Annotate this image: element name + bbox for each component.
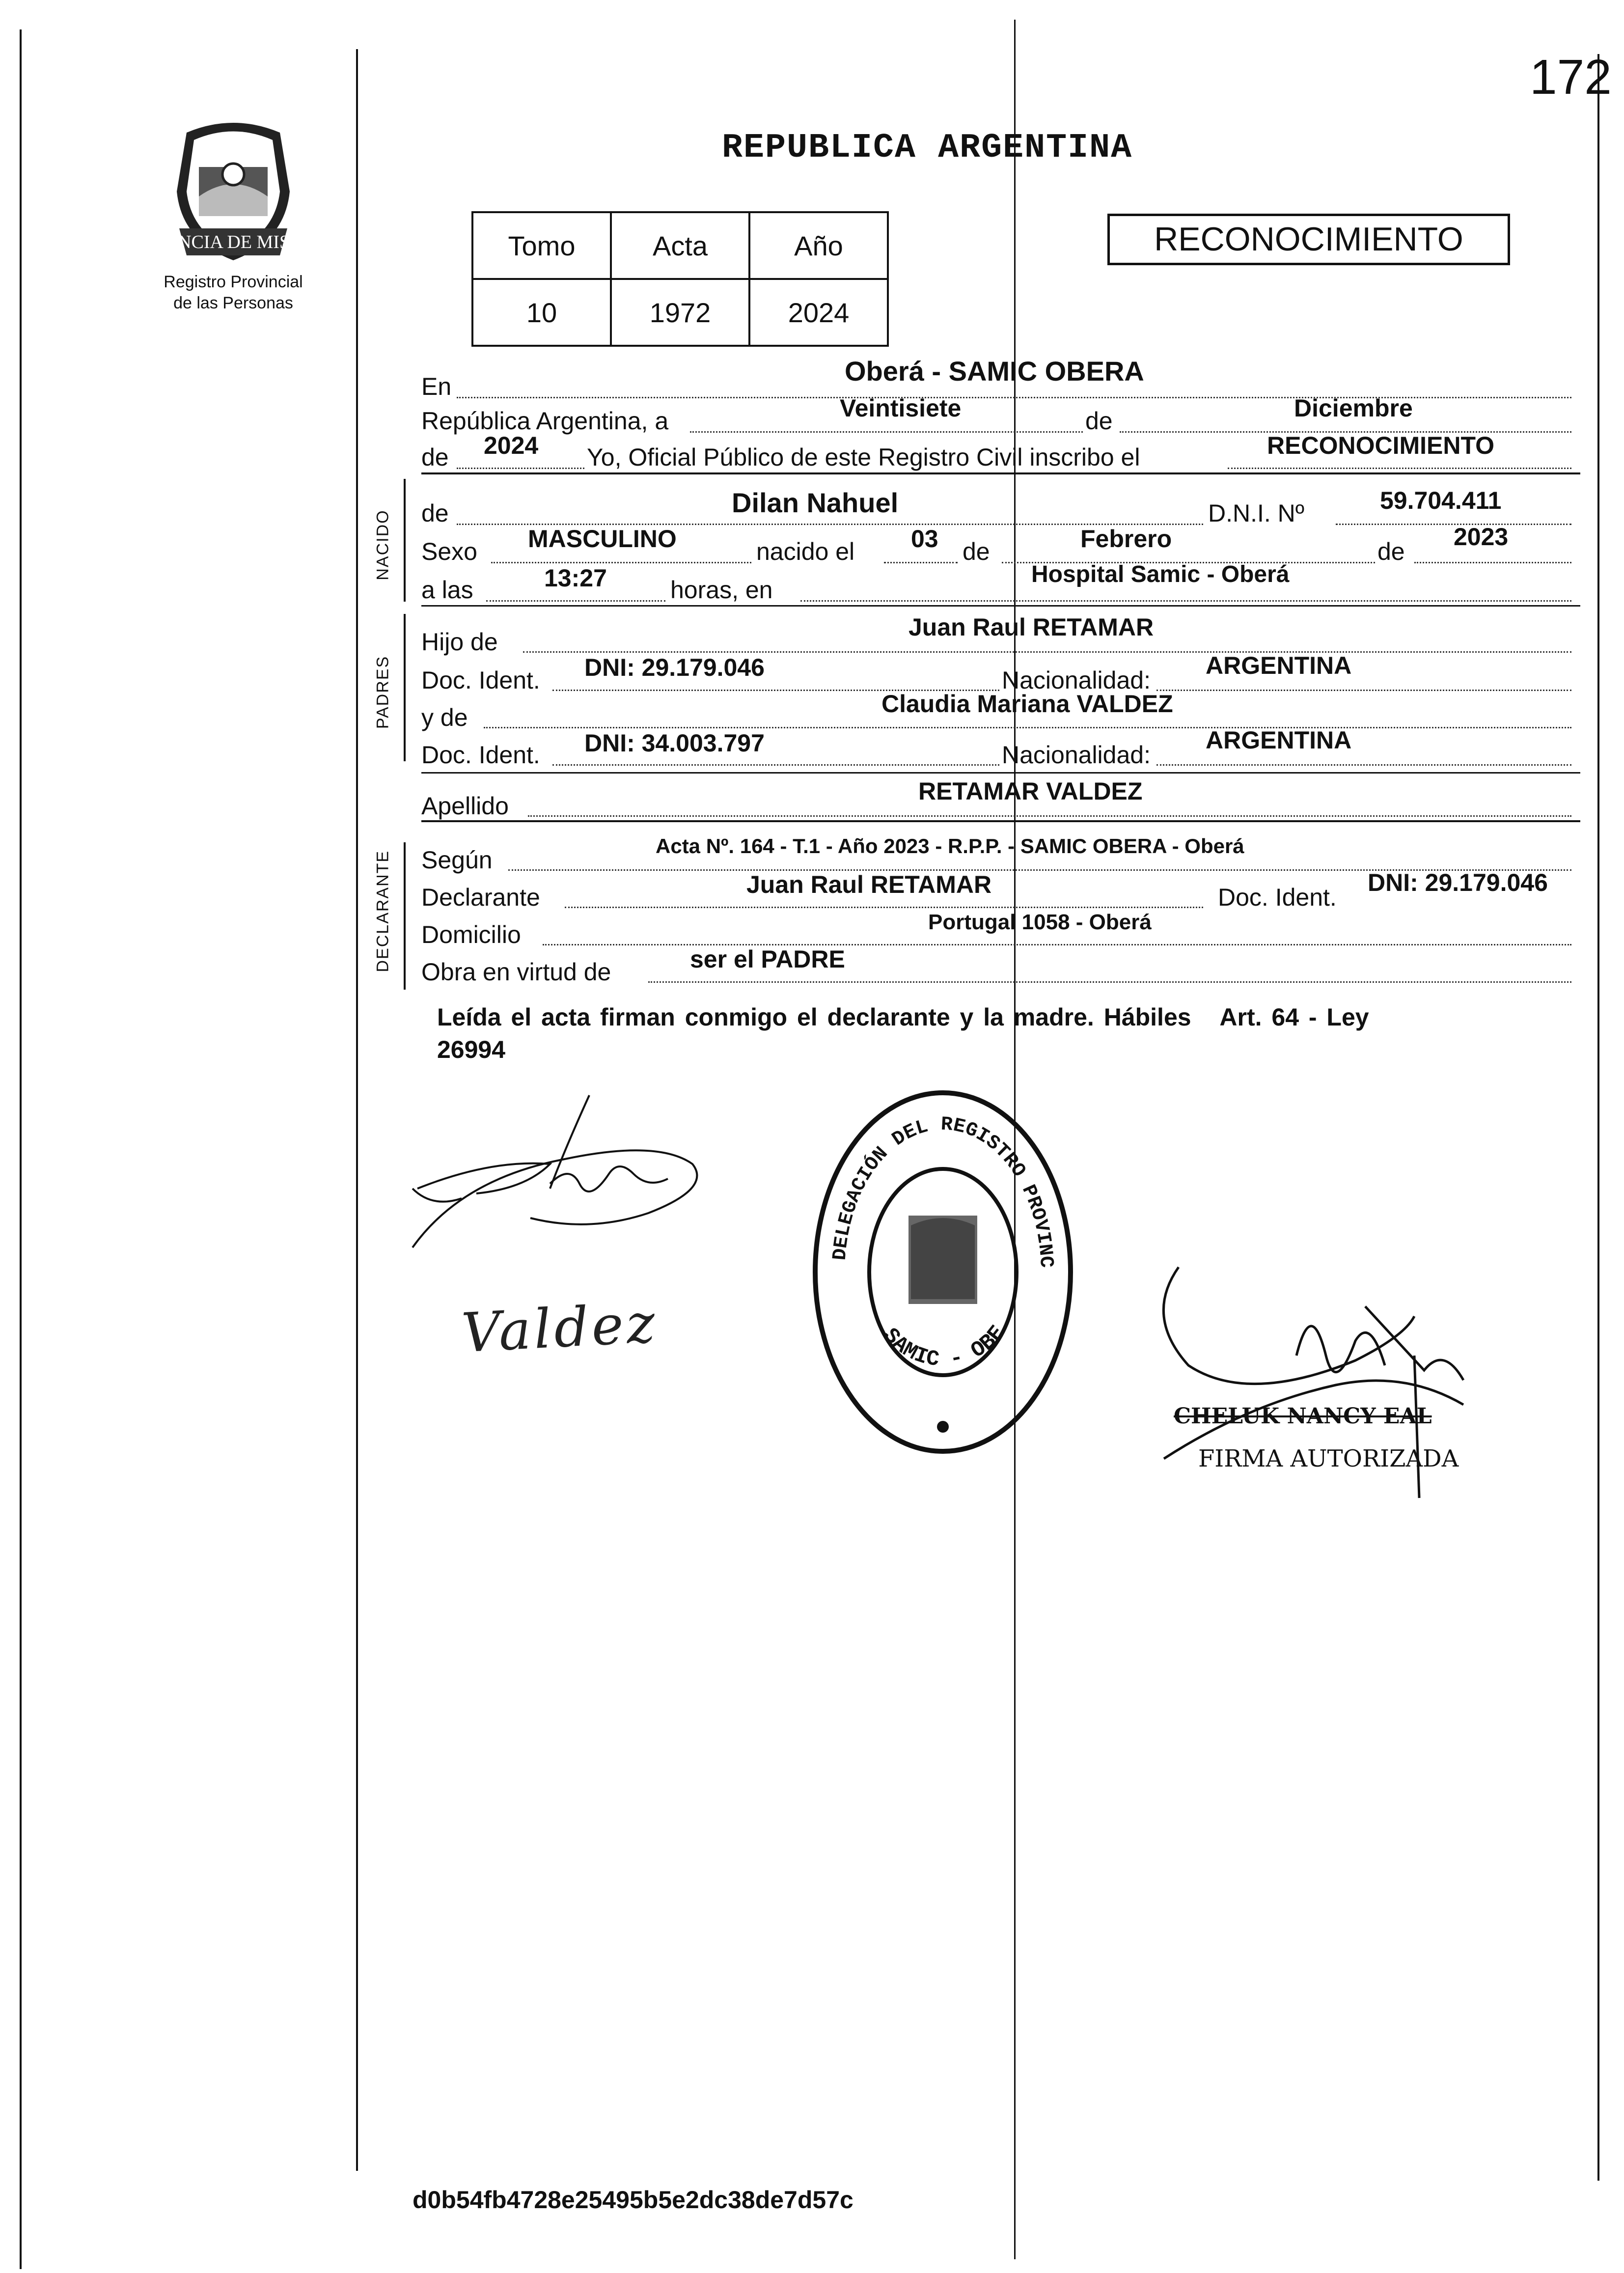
dotted-line xyxy=(1414,562,1571,563)
dotted-line xyxy=(1156,690,1571,691)
nacido-bracket xyxy=(404,479,406,602)
segun-value: Acta Nº. 164 - T.1 - Año 2023 - R.P.P. - SAMIC OBERA - Oberá xyxy=(656,834,1244,858)
svg-text:SAMIC - OBERA: SAMIC - OBE xyxy=(878,1321,1011,1373)
apellido-value: RETAMAR VALDEZ xyxy=(918,777,1143,805)
mother-signature: Valdez xyxy=(460,1291,660,1365)
apellido-label: Apellido xyxy=(421,792,509,820)
nacido-section-label: NACIDO xyxy=(373,509,392,581)
declarante-doc: DNI: 29.179.046 xyxy=(1368,869,1548,896)
father-nationality: ARGENTINA xyxy=(1206,652,1352,679)
domicilio-value: Portugal 1058 - Oberá xyxy=(928,910,1152,934)
official-name: CHELUK NANCY EAL xyxy=(1174,1404,1432,1429)
republica-label: República Argentina, a xyxy=(421,407,669,435)
registry-name-line1: Registro Provincial xyxy=(164,273,303,291)
mother-doc-label: Doc. Ident. xyxy=(421,741,540,769)
table-header-row xyxy=(472,212,888,279)
nacido-de3-label: de xyxy=(1377,538,1405,565)
birth-time: 13:27 xyxy=(544,564,607,592)
domicilio-label: Domicilio xyxy=(421,921,521,948)
dotted-line xyxy=(528,815,1571,817)
mother-nationality: ARGENTINA xyxy=(1206,726,1352,754)
birth-day: 03 xyxy=(911,525,938,553)
birth-month: Febrero xyxy=(1080,525,1172,553)
registry-name-line2: de las Personas xyxy=(173,294,293,312)
intro-month: Diciembre xyxy=(1294,394,1413,422)
dotted-line xyxy=(491,562,751,563)
birth-year: 2023 xyxy=(1454,523,1509,551)
province-emblem xyxy=(122,113,345,265)
father-nat-label: Nacionalidad: xyxy=(1002,666,1151,694)
section-divider xyxy=(421,472,1580,474)
dotted-line xyxy=(565,907,1203,908)
child-sex: MASCULINO xyxy=(528,525,677,553)
intro-place: Oberá - SAMIC OBERA xyxy=(845,356,1144,387)
obra-label: Obra en virtud de xyxy=(421,958,611,986)
padres-bracket xyxy=(404,614,406,761)
table-value-row xyxy=(472,279,888,346)
child-name: Dilan Nahuel xyxy=(732,487,899,518)
document-hash: d0b54fb4728e25495b5e2dc38de7d57c xyxy=(413,2186,853,2214)
country-title: REPUBLICA ARGENTINA xyxy=(722,129,1133,167)
dotted-line xyxy=(484,727,1571,728)
section-divider xyxy=(421,605,1580,607)
dotted-line xyxy=(1228,468,1571,469)
declarante-doc-label: Doc. Ident. xyxy=(1218,884,1337,911)
closing-line2: 26994 xyxy=(437,1036,506,1063)
padres-section-label: PADRES xyxy=(373,655,392,729)
intro-act-name: RECONOCIMIENTO xyxy=(1267,432,1494,459)
mother-nat-label: Nacionalidad: xyxy=(1002,741,1151,769)
intro-de-label: de xyxy=(1085,407,1113,435)
right-margin-line xyxy=(1597,54,1599,2181)
dotted-line xyxy=(457,468,584,469)
declarant-signature xyxy=(403,1090,707,1252)
declarante-section-label: DECLARANTE xyxy=(373,850,392,972)
intro-day: Veintisiete xyxy=(840,394,962,422)
nacido-de2-label: de xyxy=(963,538,990,565)
segun-label: Según xyxy=(421,846,493,874)
section-divider xyxy=(421,820,1580,822)
svg-text:PROVINCIA DE MISIONES: PROVINCIA DE MISIONES xyxy=(122,232,345,252)
table-value-tomo: 10 xyxy=(472,279,611,346)
table-header-tomo: Tomo xyxy=(472,212,611,279)
dotted-line xyxy=(800,600,1571,602)
nacido-de-label: de xyxy=(421,499,449,527)
dotted-line xyxy=(884,562,958,563)
dotted-line xyxy=(690,431,1083,433)
left-binding-line xyxy=(20,29,22,2269)
page-number: 172 xyxy=(1530,50,1612,105)
dni-label: D.N.I. Nº xyxy=(1208,499,1305,527)
birth-place: Hospital Samic - Oberá xyxy=(1031,561,1290,587)
declarante-bracket xyxy=(404,842,406,990)
left-margin-line xyxy=(356,49,358,2171)
father-name: Juan Raul RETAMAR xyxy=(908,613,1154,641)
svg-text:DELEGACIÓN DEL REGISTRO PROVIN: DELEGACIÓN DEL REGISTRO PROVINC xyxy=(829,1113,1057,1269)
father-doc: DNI: 29.179.046 xyxy=(584,654,765,681)
nacido-el-label: nacido el xyxy=(756,538,855,565)
closing-line1: Leída el acta firman conmigo el declarante y la madre. Hábiles Art. 64 - Ley xyxy=(437,1003,1369,1031)
dotted-line xyxy=(1156,764,1571,766)
obra-value: ser el PADRE xyxy=(690,945,845,973)
official-seal xyxy=(805,1083,1080,1461)
child-dni: 59.704.411 xyxy=(1380,487,1502,514)
alas-label: a las xyxy=(421,576,473,604)
section-divider xyxy=(421,772,1580,774)
act-type-label: RECONOCIMIENTO xyxy=(1154,221,1463,258)
en-label: En xyxy=(421,373,452,400)
intro-de2-label: de xyxy=(421,444,449,471)
sexo-label: Sexo xyxy=(421,538,477,565)
act-type-box xyxy=(1107,214,1510,265)
table-value-acta: 1972 xyxy=(611,279,749,346)
dotted-line xyxy=(648,981,1571,983)
official-title: FIRMA AUTORIZADA xyxy=(1198,1445,1459,1472)
yo-text: Yo, Oficial Público de este Registro Civil inscribo el xyxy=(587,444,1140,471)
father-doc-label: Doc. Ident. xyxy=(421,666,540,694)
dotted-line xyxy=(486,600,665,602)
hijo-label: Hijo de xyxy=(421,628,498,656)
yde-label: y de xyxy=(421,704,468,731)
table-header-acta: Acta xyxy=(611,212,749,279)
table-header-ano: Año xyxy=(749,212,888,279)
volume-table xyxy=(471,211,889,347)
dotted-line xyxy=(523,651,1571,653)
declarante-name: Juan Raul RETAMAR xyxy=(746,871,992,898)
dotted-line xyxy=(552,764,999,766)
horas-label: horas, en xyxy=(670,576,773,604)
mother-name: Claudia Mariana VALDEZ xyxy=(881,690,1173,718)
intro-year: 2024 xyxy=(484,432,539,459)
table-value-ano: 2024 xyxy=(749,279,888,346)
declarante-label: Declarante xyxy=(421,884,540,911)
mother-doc: DNI: 34.003.797 xyxy=(584,729,765,757)
